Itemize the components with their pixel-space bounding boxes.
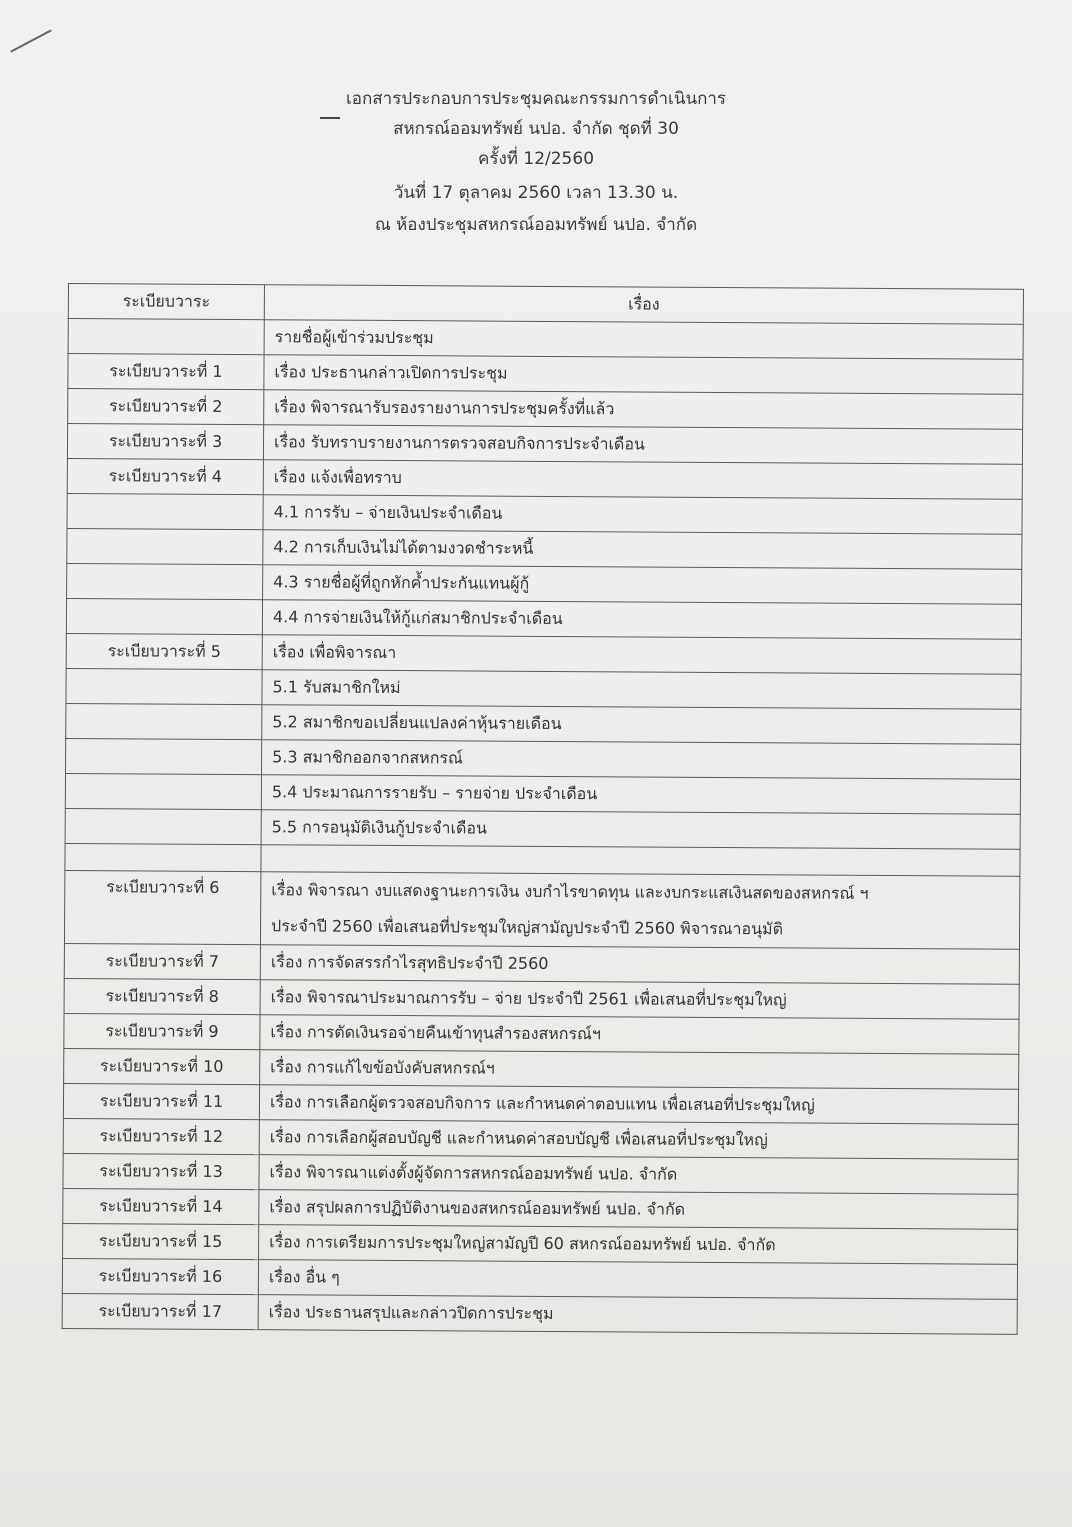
agenda-subject: 5.1 รับสมาชิกใหม่ bbox=[262, 670, 1021, 710]
table-row bbox=[68, 354, 1023, 395]
table-row bbox=[64, 943, 1019, 984]
agenda-number: ระเบียบวาระที่ 13 bbox=[63, 1153, 259, 1189]
table-header-row bbox=[68, 284, 1023, 325]
table-row bbox=[67, 424, 1022, 465]
agenda-number: ระเบียบวาระที่ 3 bbox=[67, 424, 263, 460]
table-row bbox=[64, 1048, 1019, 1089]
agenda-subject: เรื่อง สรุปผลการปฏิบัติงานของสหกรณ์ออมทรัพย์ นปอ. จำกัด bbox=[259, 1190, 1018, 1230]
agenda-number: ระเบียบวาระที่ 9 bbox=[64, 1013, 260, 1049]
agenda-number bbox=[66, 598, 262, 634]
agenda-subject: เรื่อง พิจารณาแต่งตั้งผู้จัดการสหกรณ์ออมทรัพย์ นปอ. จำกัด bbox=[259, 1155, 1018, 1195]
agenda-table bbox=[62, 283, 1024, 1335]
agenda-number bbox=[67, 493, 263, 529]
header-organization: สหกรณ์ออมทรัพย์ นปอ. จำกัด ชุดที่ 30 bbox=[393, 119, 679, 139]
table-row bbox=[66, 703, 1021, 744]
agenda-number: ระเบียบวาระที่ 4 bbox=[67, 458, 263, 494]
agenda-number: ระเบียบวาระที่ 5 bbox=[66, 633, 262, 669]
agenda-subject-line: ประจำปี 2560 เพื่อเสนอที่ประชุมใหญ่สามัญประจำปี 2560 พิจารณาอนุมัติ bbox=[271, 916, 784, 939]
agenda-number bbox=[66, 738, 262, 774]
table-row bbox=[67, 563, 1022, 604]
agenda-subject bbox=[260, 872, 1019, 950]
agenda-number: ระเบียบวาระที่ 11 bbox=[63, 1083, 259, 1119]
table-row bbox=[65, 773, 1020, 814]
table-row bbox=[62, 1293, 1017, 1334]
agenda-number: ระเบียบวาระที่ 2 bbox=[68, 389, 264, 425]
table-row bbox=[68, 389, 1023, 430]
table-row bbox=[67, 458, 1022, 499]
agenda-number bbox=[67, 528, 263, 564]
agenda-number: ระเบียบวาระที่ 8 bbox=[64, 978, 260, 1014]
agenda-subject: เรื่อง การเตรียมการประชุมใหญ่สามัญปี 60 สหกรณ์ออมทรัพย์ นปอ. จำกัด bbox=[259, 1225, 1018, 1265]
agenda-number: ระเบียบวาระที่ 10 bbox=[64, 1048, 260, 1084]
agenda-subject: 4.2 การเก็บเงินไม่ได้ตามงวดชำระหนี้ bbox=[263, 530, 1022, 570]
agenda-subject: เรื่อง การตัดเงินรอจ่ายคืนเข้าทุนสำรองสหกรณ์ฯ bbox=[260, 1015, 1019, 1055]
table-row bbox=[63, 1083, 1018, 1124]
agenda-subject: เรื่อง การแก้ไขข้อบังคับสหกรณ์ฯ bbox=[260, 1050, 1019, 1090]
table-row bbox=[66, 633, 1021, 674]
header-session: ครั้งที่ 12/2560 bbox=[477, 149, 595, 169]
agenda-subject: 5.3 สมาชิกออกจากสหกรณ์ bbox=[262, 740, 1021, 780]
agenda-subject: เรื่อง การเลือกผู้สอบบัญชี และกำหนดค่าสอบบัญชี เพื่อเสนอที่ประชุมใหญ่ bbox=[259, 1120, 1018, 1160]
agenda-number: ระเบียบวาระที่ 6 bbox=[64, 870, 260, 944]
table-row bbox=[62, 1258, 1017, 1299]
agenda-subject: เรื่อง พิจารณาประมาณการรับ – จ่าย ประจำปี 2561 เพื่อเสนอที่ประชุมใหญ่ bbox=[260, 980, 1019, 1020]
agenda-subject-line: เรื่อง พิจารณา งบแสดงฐานะการเงิน งบกำไรขาดทุน และงบกระแสเงินสดของสหกรณ์ ฯ bbox=[271, 880, 869, 903]
table-row bbox=[64, 978, 1019, 1019]
agenda-number: ระเบียบวาระที่ 15 bbox=[63, 1223, 259, 1259]
agenda-subject: 4.1 การรับ – จ่ายเงินประจำเดือน bbox=[263, 495, 1022, 535]
header-date-time: วันที่ 17 ตุลาคม 2560 เวลา 13.30 น. bbox=[393, 183, 679, 203]
agenda-number bbox=[65, 773, 261, 809]
table-row bbox=[64, 870, 1019, 949]
table-row bbox=[67, 528, 1022, 569]
agenda-subject: เรื่อง รับทราบรายงานการตรวจสอบกิจการประจำเดือน bbox=[263, 425, 1022, 465]
agenda-number bbox=[66, 668, 262, 704]
table-row bbox=[63, 1188, 1018, 1229]
agenda-subject: เรื่อง เพื่อพิจารณา bbox=[262, 635, 1021, 675]
header-title: เอกสารประกอบการประชุมคณะกรรมการดำเนินการ bbox=[345, 89, 727, 109]
column-header-agenda: ระเบียบวาระ bbox=[68, 284, 264, 320]
table-row bbox=[63, 1223, 1018, 1264]
table-row bbox=[68, 319, 1023, 360]
pen-mark bbox=[10, 29, 52, 52]
agenda-subject: เรื่อง การเลือกผู้ตรวจสอบกิจการ และกำหนดค่าตอบแทน เพื่อเสนอที่ประชุมใหญ่ bbox=[259, 1085, 1018, 1125]
agenda-subject: เรื่อง ประธานกล่าวเปิดการประชุม bbox=[264, 355, 1023, 395]
agenda-number: ระเบียบวาระที่ 16 bbox=[62, 1258, 258, 1294]
agenda-number: ระเบียบวาระที่ 1 bbox=[68, 354, 264, 390]
table-row bbox=[63, 1153, 1018, 1194]
agenda-subject: 4.4 การจ่ายเงินให้กู้แก่สมาชิกประจำเดือน bbox=[262, 600, 1021, 640]
agenda-number bbox=[67, 563, 263, 599]
table-row bbox=[66, 598, 1021, 639]
agenda-subject: เรื่อง อื่น ๆ bbox=[258, 1260, 1017, 1300]
table-row bbox=[67, 493, 1022, 534]
agenda-subject: 4.3 รายชื่อผู้ที่ถูกหักค้ำประกันแทนผู้กู้ bbox=[263, 565, 1022, 605]
agenda-number: ระเบียบวาระที่ 12 bbox=[63, 1118, 259, 1154]
table-row bbox=[63, 1118, 1018, 1159]
agenda-number: ระเบียบวาระที่ 7 bbox=[64, 943, 260, 979]
column-header-subject: เรื่อง bbox=[264, 285, 1023, 325]
agenda-subject: เรื่อง ประธานสรุปและกล่าวปิดการประชุม bbox=[258, 1295, 1017, 1335]
agenda-number bbox=[65, 808, 261, 844]
table-row bbox=[66, 668, 1021, 709]
agenda-subject: เรื่อง แจ้งเพื่อทราบ bbox=[263, 460, 1022, 500]
table-row bbox=[66, 738, 1021, 779]
agenda-number: ระเบียบวาระที่ 14 bbox=[63, 1188, 259, 1224]
agenda-subject: รายชื่อผู้เข้าร่วมประชุม bbox=[264, 320, 1023, 360]
agenda-subject: เรื่อง การจัดสรรกำไรสุทธิประจำปี 2560 bbox=[260, 945, 1019, 985]
agenda-number bbox=[65, 843, 261, 871]
header-location: ณ ห้องประชุมสหกรณ์ออมทรัพย์ นปอ. จำกัด bbox=[374, 215, 698, 235]
agenda-subject: เรื่อง พิจารณารับรองรายงานการประชุมครั้งที่แล้ว bbox=[264, 390, 1023, 430]
agenda-subject: 5.2 สมาชิกขอเปลี่ยนแปลงค่าหุ้นรายเดือน bbox=[262, 705, 1021, 745]
agenda-subject: 5.4 ประมาณการรายรับ – รายจ่าย ประจำเดือน bbox=[261, 775, 1020, 815]
table-row bbox=[65, 808, 1020, 849]
table-row bbox=[64, 1013, 1019, 1054]
agenda-number: ระเบียบวาระที่ 17 bbox=[62, 1293, 258, 1329]
agenda-subject: 5.5 การอนุมัติเงินกู้ประจำเดือน bbox=[261, 810, 1020, 850]
agenda-number bbox=[68, 319, 264, 355]
agenda-number bbox=[66, 703, 262, 739]
